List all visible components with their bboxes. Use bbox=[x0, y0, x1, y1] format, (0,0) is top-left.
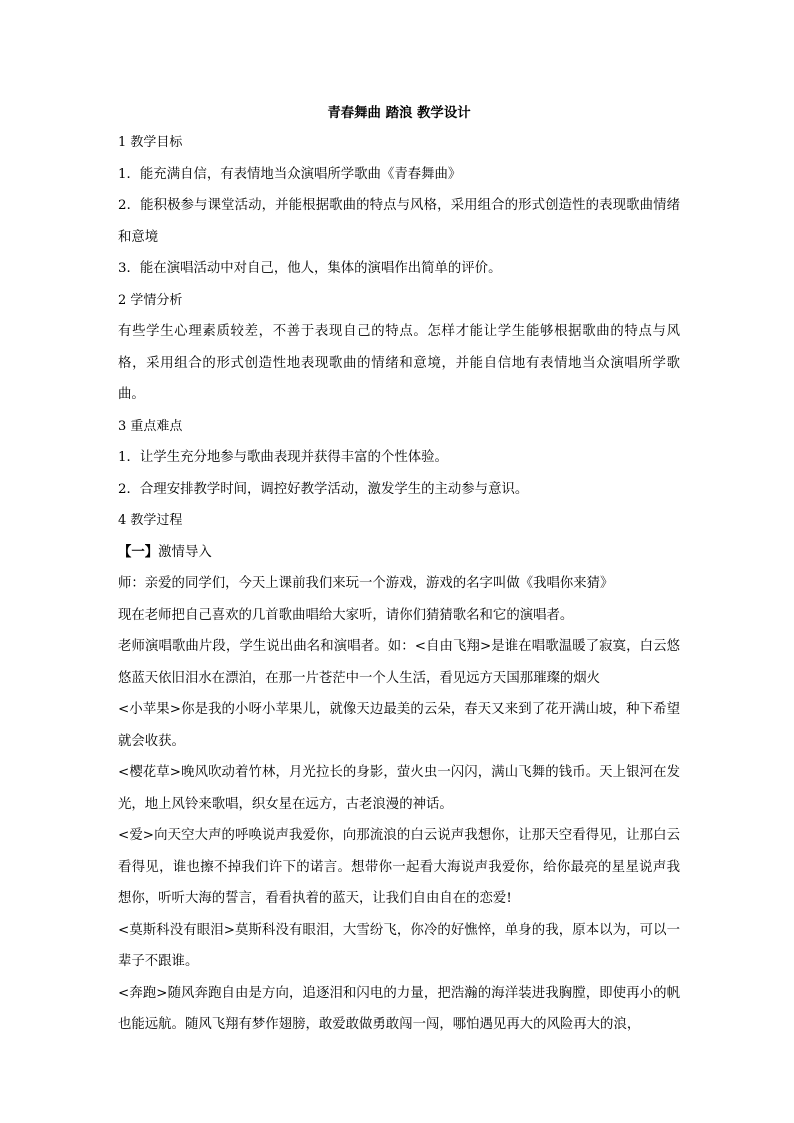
body-paragraph: <樱花草>晚风吹动着竹林，月光拉长的身影，萤火虫一闪闪，满山飞舞的钱币。天上银河在发光，地上风铃来歌唱，织女星在远方，古老浪漫的神话。 bbox=[118, 765, 680, 812]
goal-item: 1．能充满自信，有表情地当众演唱所学歌曲《青春舞曲》 bbox=[118, 166, 462, 182]
goal-item: 2．能积极参与课堂活动，并能根据歌曲的特点与风格，采用组合的形式创造性的表现歌曲情绪和意境 bbox=[118, 198, 680, 245]
step-heading bbox=[118, 537, 680, 569]
body-paragraph: 现在老师把自己喜欢的几首歌曲唱给大家听，请你们猜猜歌名和它的演唱者。 bbox=[118, 607, 574, 623]
document-page bbox=[118, 100, 680, 1041]
key-point-item: 2．合理安排教学时间，调控好教学活动，激发学生的主动参与意识。 bbox=[118, 481, 529, 497]
body-paragraph: 师：亲爱的同学们，今天上课前我们来玩一个游戏，游戏的名字叫做《我唱你来猜》 bbox=[118, 576, 614, 591]
document-title: 青春舞曲 踏浪 教学设计 bbox=[327, 105, 471, 121]
step-number: 【一】 bbox=[118, 543, 159, 560]
body-paragraph: <爱>向天空大声的呼唤说声我爱你，向那流浪的白云说声我想你，让那天空看得见，让那白云看得见，谁也擦不掉我们许下的诺言。想带你一起看大海说声我爱你，给你最亮的星星说声我想你，听听大海的誓言，看看执着的蓝天，让我们自由自在的恋爱! bbox=[118, 828, 680, 906]
key-point-item: 1．让学生充分地参与歌曲表现并获得丰富的个性体验。 bbox=[118, 450, 448, 465]
section-heading-goals: 1 教学目标 bbox=[118, 135, 183, 150]
step-label: 激情导入 bbox=[158, 544, 212, 560]
section-heading-key-points: 3 重点难点 bbox=[118, 418, 183, 434]
body-paragraph: <莫斯科没有眼泪>莫斯科没有眼泪，大雪纷飞，你冷的好憔悴，单身的我，原本以为，可以一辈子不跟谁。 bbox=[118, 922, 680, 969]
analysis-paragraph: 有些学生心理素质较差，不善于表现自己的特点。怎样才能让学生能够根据歌曲的特点与风格，采用组合的形式创造性地表现歌曲的情绪和意境，并能自信地有表情地当众演唱所学歌曲。 bbox=[118, 324, 680, 402]
section-heading-analysis: 2 学情分析 bbox=[118, 292, 183, 308]
section-heading-process: 4 教学过程 bbox=[118, 513, 183, 528]
goal-item: 3．能在演唱活动中对自己，他人，集体的演唱作出简单的评价。 bbox=[118, 261, 502, 276]
body-paragraph: <奔跑>随风奔跑自由是方向，追逐泪和闪电的力量，把浩瀚的海洋装进我胸膛，即使再小的帆也能远航。随风飞翔有梦作翅膀，敢爱敢做勇敢闯一闯，哪怕遇见再大的风险再大的浪， bbox=[118, 985, 680, 1032]
body-paragraph: 老师演唱歌曲片段，学生说出曲名和演唱者。如：<自由飞翔>是谁在唱歌温暖了寂寞，白云悠悠蓝天依旧泪水在漂泊，在那一片苍茫中一个人生活，看见远方天国那璀璨的烟火 bbox=[118, 639, 680, 686]
body-paragraph: <小苹果>你是我的小呀小苹果儿，就像天边最美的云朵，春天又来到了花开满山坡，种下希望就会收获。 bbox=[118, 702, 680, 749]
